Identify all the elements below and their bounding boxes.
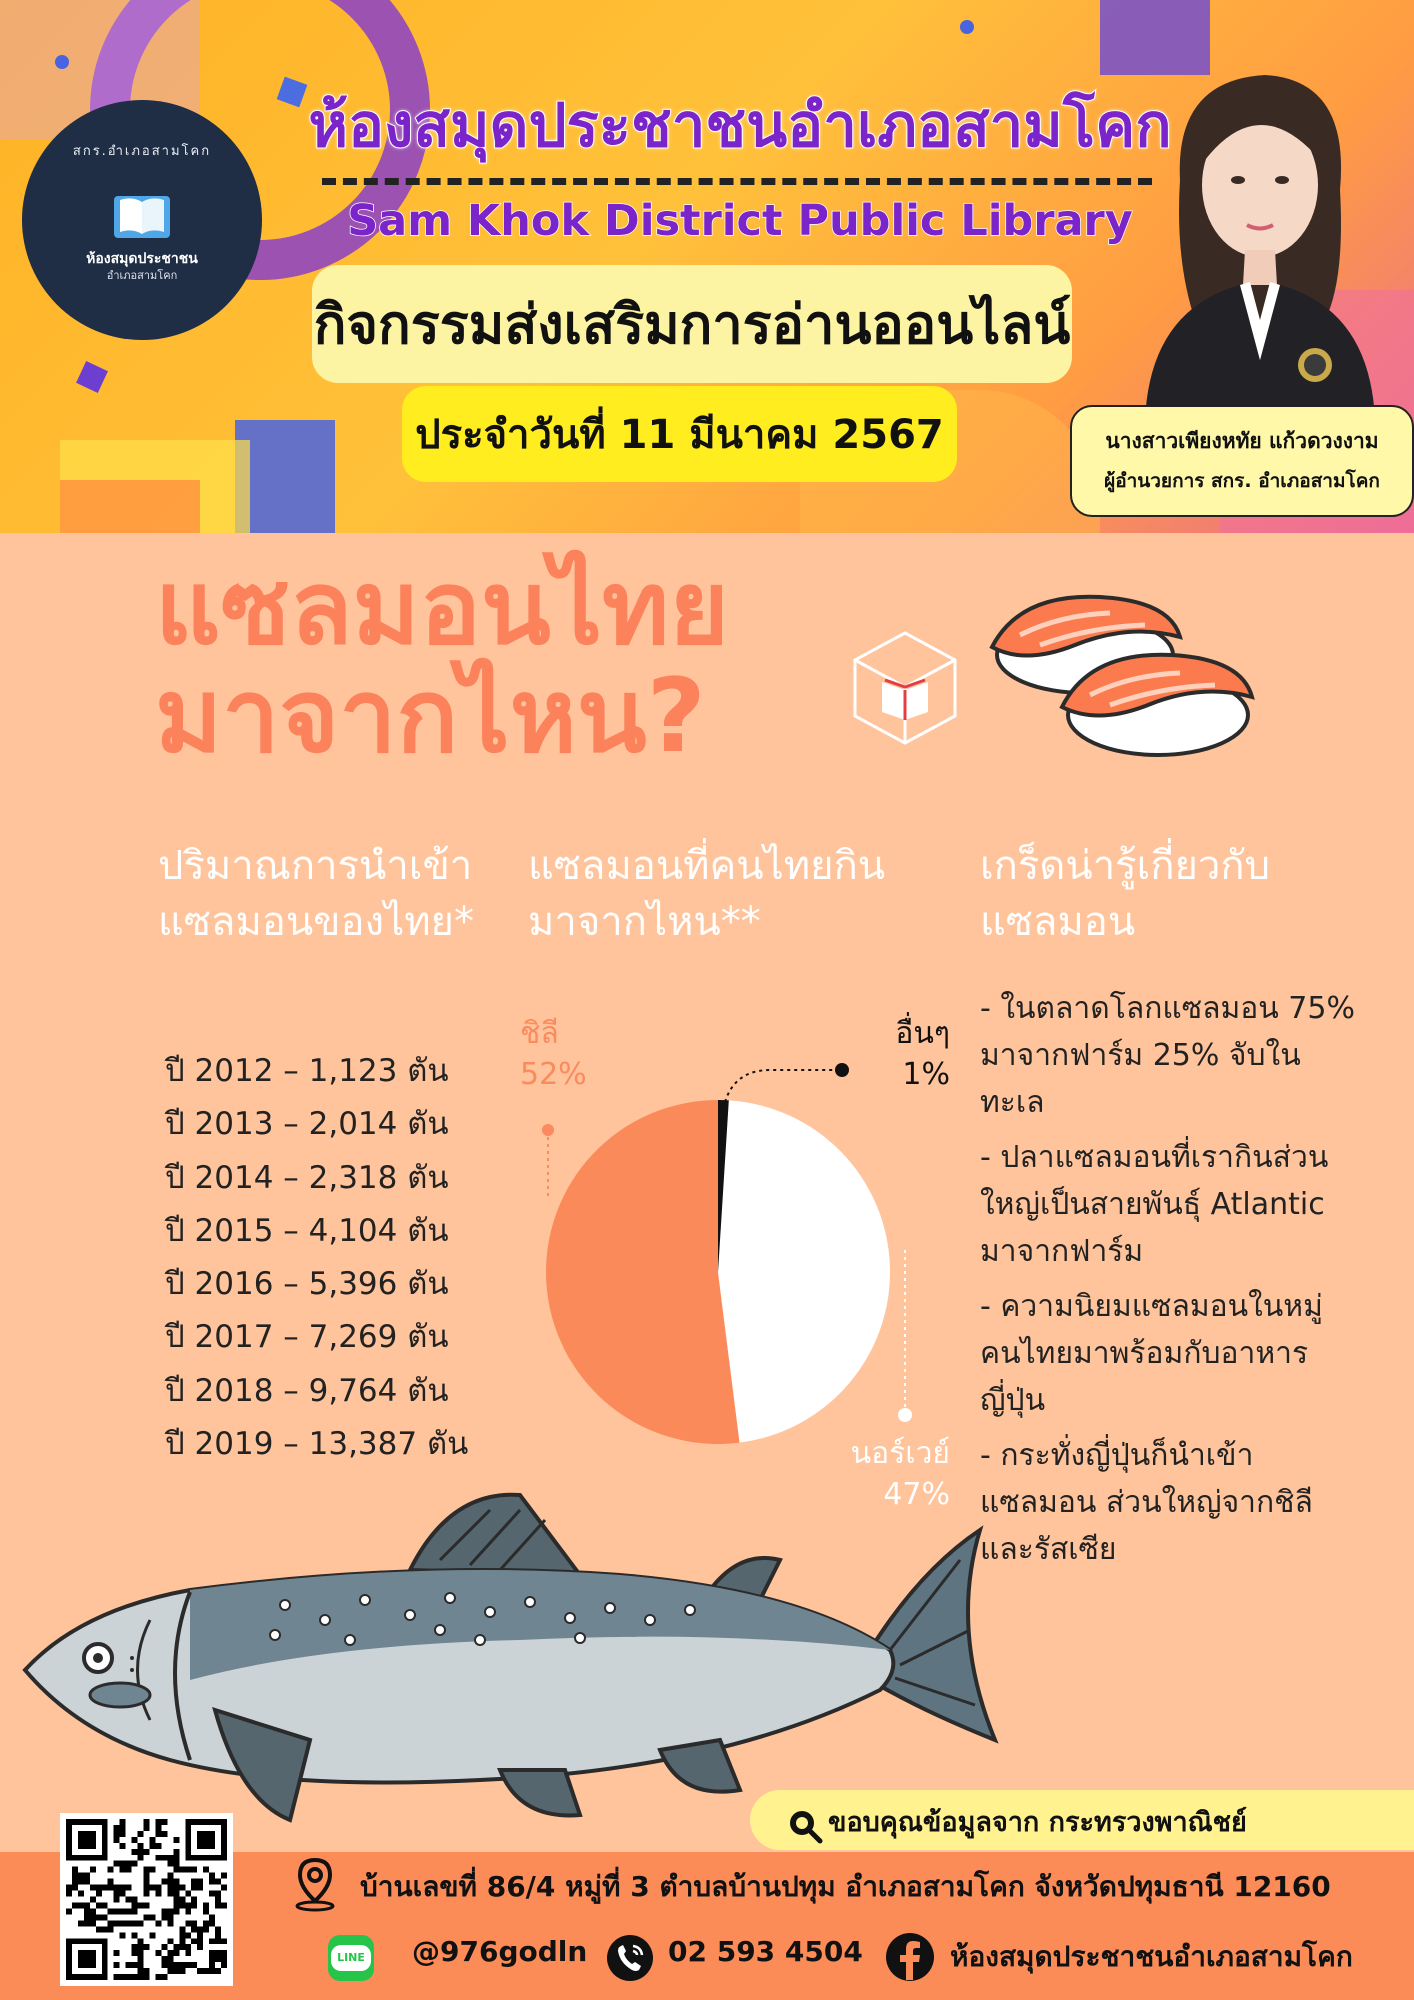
import-item: ปี 2019 – 13,387 ตัน [165, 1426, 469, 1463]
main-title [155, 549, 729, 776]
slice-percent-norway: 47% [883, 1477, 950, 1512]
line-app-icon[interactable] [328, 1935, 374, 1981]
import-heading: ปริมาณการนำเข้าแซลมอนของไทย* [158, 843, 474, 945]
logo-ring-text: สกร.อำเภอสามโคก [72, 144, 212, 159]
director-caption [1070, 405, 1414, 517]
import-item: ปี 2012 – 1,123 ตัน [165, 1053, 449, 1089]
fact-item: - ในตลาดโลกแซลมอน 75% มาจากฟาร์ม 25% จับในทะเล [980, 991, 1355, 1120]
main-title-line2: มาจากไหน? [155, 657, 706, 776]
director-role: ผู้อำนวยการ สกร. อำเภอสามโคก [1104, 470, 1380, 492]
salmon-facts [980, 985, 1360, 1581]
library-logo [22, 100, 262, 340]
slice-percent-other: 1% [902, 1057, 950, 1092]
facts-heading: เกร็ดน่ารู้เกี่ยวกับแซลมอน [980, 843, 1271, 945]
date-banner: ประจำวันที่ 11 มีนาคม 2567 [402, 386, 957, 482]
book-icon [112, 192, 172, 242]
dashed-divider [322, 178, 1152, 185]
qr-svg [60, 1813, 233, 1986]
line-id[interactable]: @976godln [412, 1935, 588, 1968]
slice-name-norway: นอร์เวย์ [850, 1436, 950, 1471]
logo-subtitle: อำเภอสามโคก [106, 269, 178, 282]
director-photo [1125, 60, 1395, 420]
main-title-line1: แซลมอนไทย [155, 549, 729, 668]
import-item: ปี 2015 – 4,104 ตัน [165, 1212, 449, 1249]
import-item: ปี 2018 – 9,764 ตัน [165, 1372, 449, 1409]
origin-pie-chart [520, 1000, 950, 1510]
origin-heading: แซลมอนที่คนไทยกินมาจากไหน** [528, 843, 886, 945]
director-name: นางสาวเพียงหทัย แก้วดวงงาม [1105, 429, 1379, 453]
pie-slice-norway [718, 1100, 890, 1442]
phone-number[interactable]: 02 593 4504 [668, 1935, 863, 1968]
fact-item: - ความนิยมแซลมอนในหมู่คนไทยมาพร้อมกับอาหารญี่ปุ่น [980, 1289, 1323, 1418]
facebook-page[interactable]: ห้องสมุดประชาชนอำเภอสามโคก [950, 1940, 1353, 1973]
slice-percent-chile: 52% [520, 1057, 587, 1092]
import-item: ปี 2014 – 2,318 ตัน [165, 1159, 449, 1196]
book-cube-icon [852, 630, 958, 746]
line-icon-label: LINE [331, 1945, 371, 1971]
header-banner [0, 0, 1414, 533]
search-icon [787, 1808, 823, 1844]
activity-banner: กิจกรรมส่งเสริมการอ่านออนไลน์ [312, 265, 1072, 383]
fact-item: - ปลาแซลมอนที่เรากินส่วนใหญ่เป็นสายพันธุ์ Atlantic มาจากฟาร์ม [980, 1140, 1329, 1269]
qr-code[interactable] [60, 1813, 233, 1986]
facebook-icon [885, 1932, 935, 1982]
slice-label-chile [520, 1010, 587, 1092]
logo-name: ห้องสมุดประชาชน [86, 251, 198, 267]
salmon-fish-illustration [20, 1480, 1000, 1830]
fact-item: - กระทั่งญี่ปุ่นก็นำเข้าแซลมอน ส่วนใหญ่จากชิลีและรัสเซีย [980, 1438, 1313, 1567]
phone-icon [605, 1933, 655, 1983]
slice-label-other [895, 1010, 950, 1092]
import-item: ปี 2017 – 7,269 ตัน [165, 1319, 449, 1356]
import-item: ปี 2013 – 2,014 ตัน [165, 1106, 449, 1143]
slice-name-chile: ชิลี [520, 1016, 559, 1051]
pie-slice-chile [546, 1100, 740, 1444]
library-title-english: Sam Khok District Public Library [347, 196, 1133, 246]
library-title-thai: ห้องสมุดประชาชนอำเภอสามโคก [308, 91, 1172, 161]
slice-name-other: อื่นๆ [895, 1016, 950, 1051]
import-volume-list [165, 1045, 468, 1471]
salmon-sushi-illustration [980, 575, 1280, 775]
address-text: บ้านเลขที่ 86/4 หมู่ที่ 3 ตำบลบ้านปทุม อำเภอสามโคก จังหวัดปทุมธานี 12160 [360, 1870, 1331, 1903]
data-credit: ขอบคุณข้อมูลจาก กระทรวงพาณิชย์ [828, 1807, 1247, 1838]
import-item: ปี 2016 – 5,396 ตัน [165, 1266, 449, 1303]
location-pin-icon [292, 1856, 338, 1912]
